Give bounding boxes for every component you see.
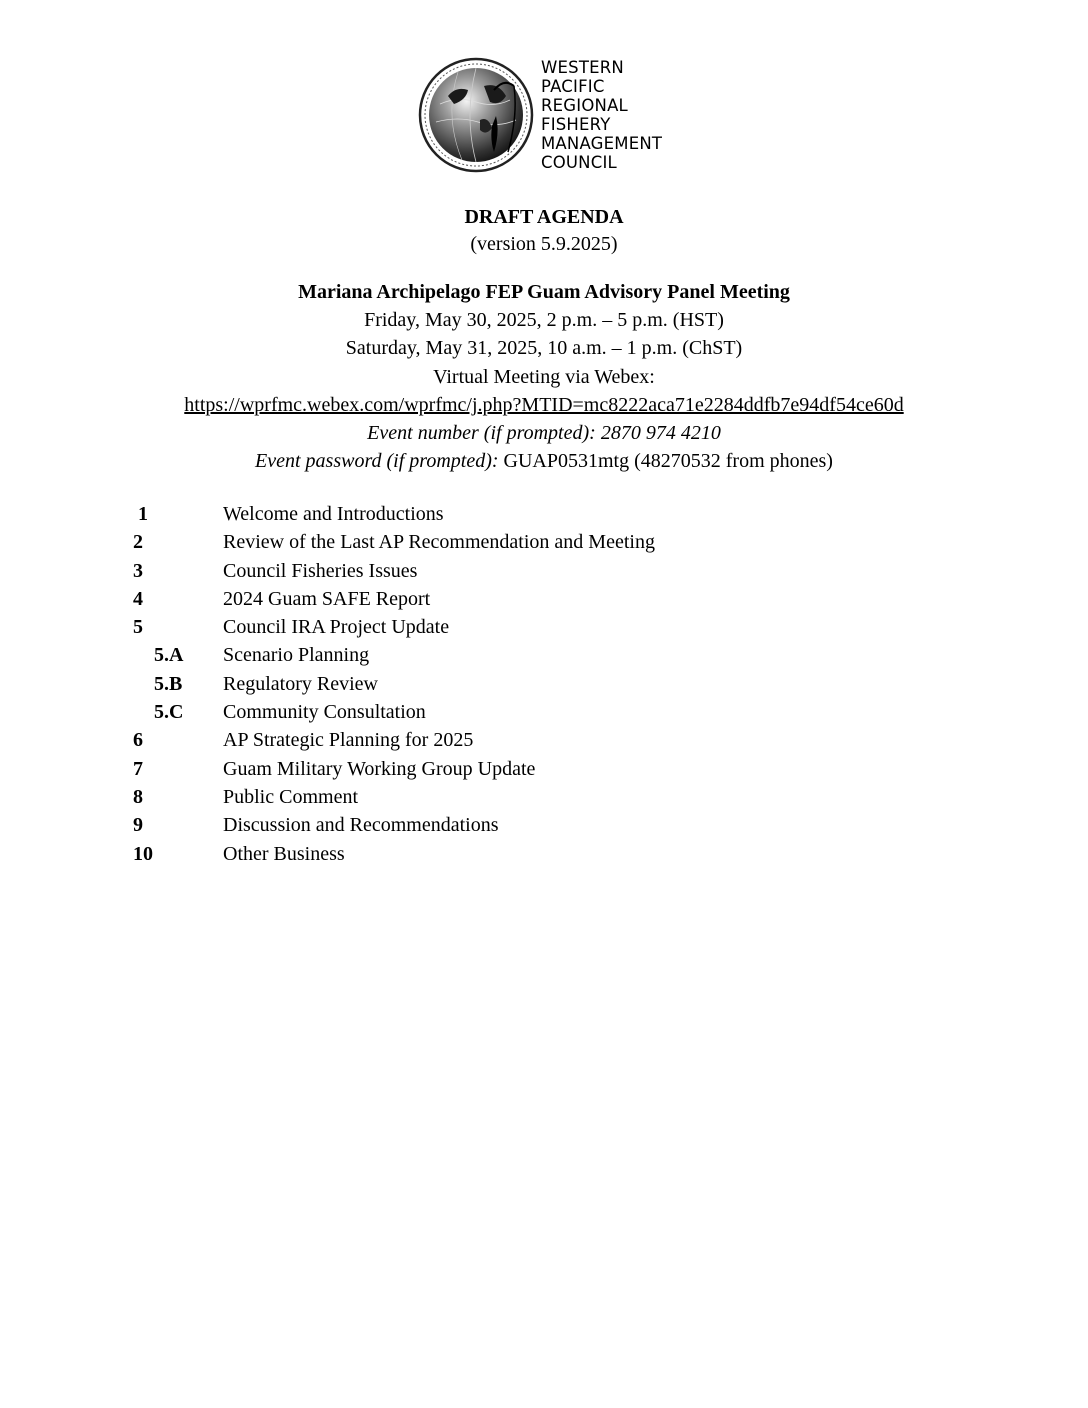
agenda-item-title: Council IRA Project Update	[223, 616, 450, 639]
agenda-item	[0, 615, 1088, 643]
agenda-item-number: 10	[133, 842, 153, 865]
agenda-item-number: 2	[133, 531, 143, 554]
virtual-meeting-label: Virtual Meeting via Webex:	[433, 366, 655, 388]
agenda-subitem-title: Scenario Planning	[223, 644, 370, 667]
meeting-name: Mariana Archipelago FEP Guam Advisory Panel Meeting	[298, 281, 790, 303]
document-title: DRAFT AGENDA	[464, 206, 624, 228]
agenda-item-title: Welcome and Introductions	[223, 503, 444, 525]
agenda-subitem-number: 5.A	[154, 644, 184, 667]
event-password-row	[0, 450, 1088, 473]
agenda-item	[0, 559, 1088, 587]
agenda-item-number: 9	[133, 814, 143, 837]
council-name-line: REGIONAL	[541, 96, 628, 115]
agenda-item	[0, 728, 1088, 756]
webex-link-row	[0, 394, 1088, 417]
agenda-item-title: AP Strategic Planning for 2025	[223, 729, 474, 752]
agenda-item-title: Council Fisheries Issues	[223, 559, 418, 582]
agenda-item-number: 6	[133, 729, 143, 752]
meeting-date-1: Friday, May 30, 2025, 2 p.m. – 5 p.m. (HST)	[364, 309, 724, 331]
event-password-value: GUAP0531mtg (48270532 from phones)	[498, 450, 833, 472]
agenda-subitem	[0, 672, 1088, 700]
webex-link[interactable]: https://wprfmc.webex.com/wprfmc/j.php?MTID=mc8222aca71e2284ddfb7e94df54ce60d	[184, 394, 904, 416]
agenda-item-title: Public Comment	[223, 785, 358, 808]
council-globe-emblem-icon	[418, 56, 538, 174]
agenda-item	[0, 502, 1088, 530]
agenda-item-number: 4	[133, 587, 143, 610]
council-name-line: WESTERN	[541, 58, 624, 77]
agenda-item-number: 3	[133, 559, 143, 582]
agenda-item	[0, 757, 1088, 785]
council-name-line: FISHERY	[541, 115, 611, 134]
agenda-subitem	[0, 700, 1088, 728]
agenda-item-title: 2024 Guam SAFE Report	[223, 587, 431, 610]
council-name	[541, 58, 662, 172]
agenda-item-title: Guam Military Working Group Update	[223, 757, 536, 780]
meeting-date-2: Saturday, May 31, 2025, 10 a.m. – 1 p.m. (ChST)	[345, 337, 743, 359]
agenda-item	[0, 530, 1088, 558]
agenda-item-number: 8	[133, 785, 143, 808]
agenda-item-number: 5	[133, 616, 143, 639]
council-name-line: COUNCIL	[541, 153, 617, 172]
council-name-line: PACIFIC	[541, 77, 605, 96]
document-version: (version 5.9.2025)	[470, 233, 618, 255]
event-number: Event number (if prompted): 2870 974 4210	[367, 422, 721, 444]
agenda-subitem	[0, 643, 1088, 671]
agenda-item	[0, 842, 1088, 870]
event-password-label: Event password (if prompted):	[255, 450, 499, 472]
council-name-line: MANAGEMENT	[541, 134, 663, 153]
agenda-item-number: 1	[138, 503, 148, 525]
agenda-subitem-number: 5.B	[154, 672, 183, 695]
agenda-item-number: 7	[133, 757, 143, 780]
agenda-item	[0, 785, 1088, 813]
council-logo	[418, 56, 678, 176]
agenda-item-title: Review of the Last AP Recommendation and Meeting	[223, 531, 655, 554]
agenda-subitem-title: Community Consultation	[223, 701, 426, 724]
agenda-item	[0, 587, 1088, 615]
agenda-item	[0, 813, 1088, 841]
agenda-item-title: Other Business	[223, 842, 345, 865]
agenda-subitem-number: 5.C	[154, 701, 184, 724]
agenda-list	[0, 502, 1088, 870]
agenda-subitem-title: Regulatory Review	[223, 672, 378, 695]
agenda-item-title: Discussion and Recommendations	[223, 814, 499, 837]
